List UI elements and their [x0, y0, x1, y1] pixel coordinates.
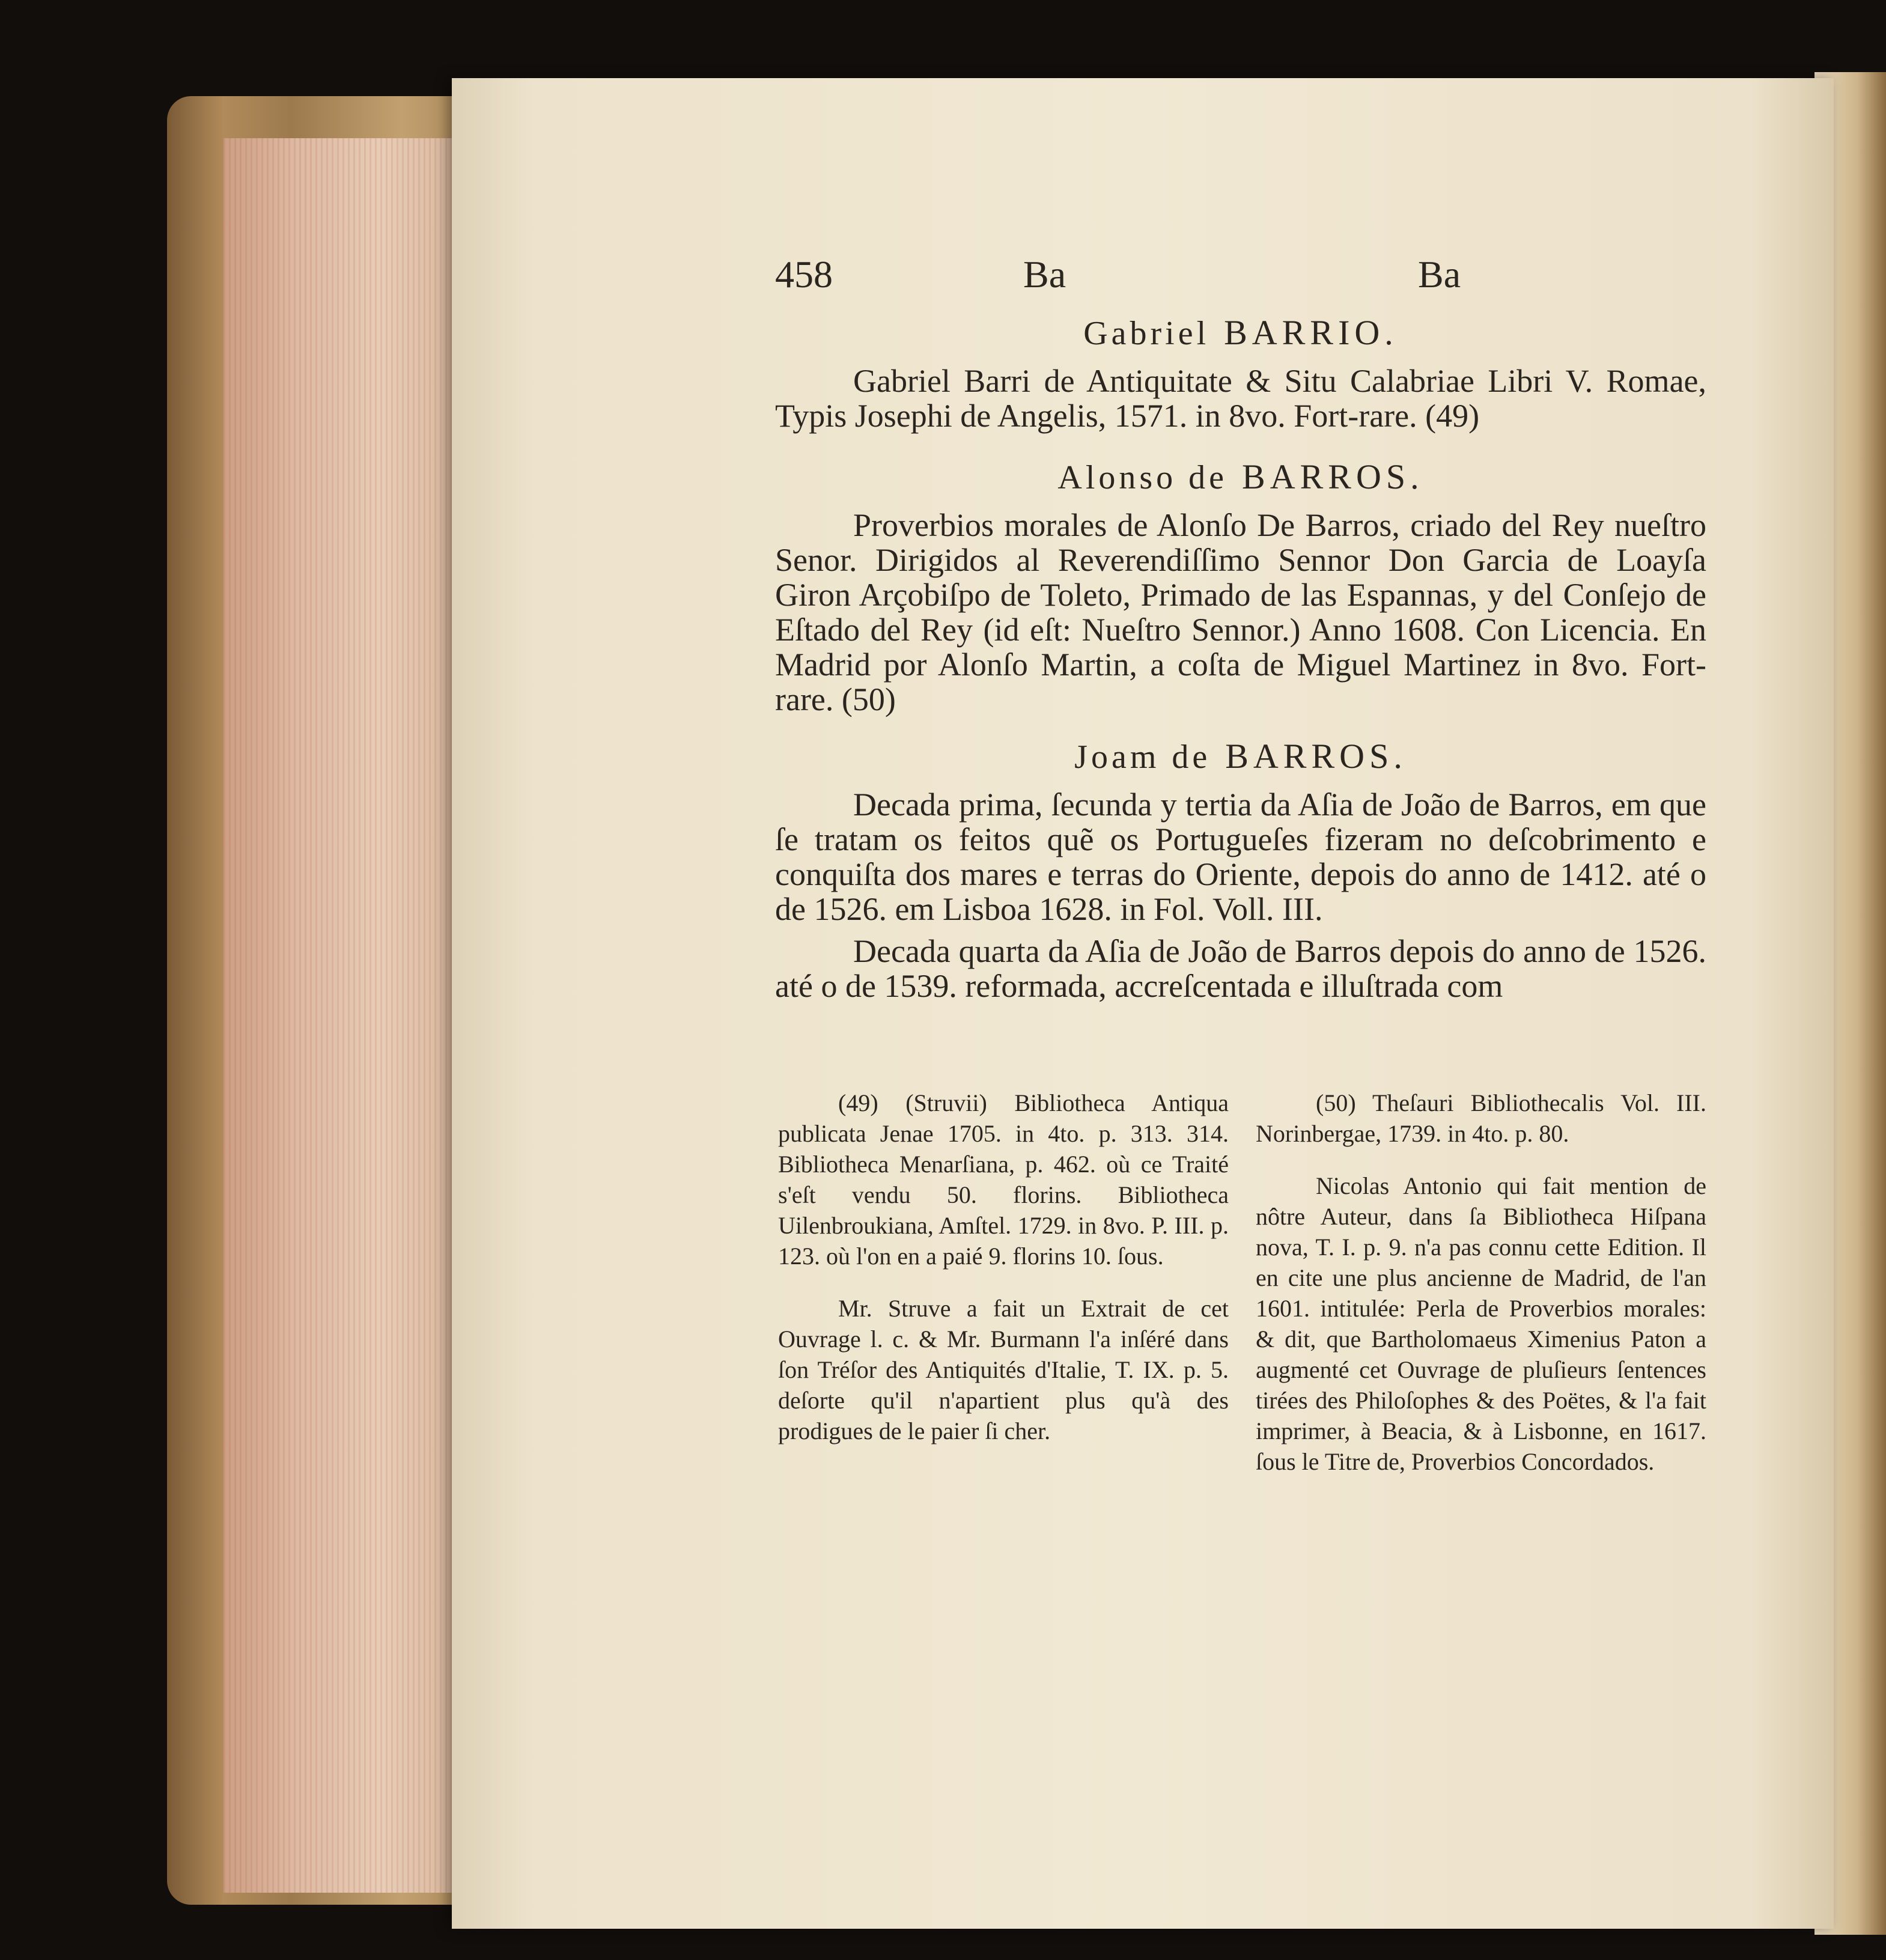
entry-alonso-de-barros: [775, 457, 1706, 717]
entry-paragraph: Decada quarta da Aſia de João de Barros depois do anno de 1526. até o de 1539. reformada, accreſcentada e illuſtrada com: [775, 933, 1706, 1004]
footnote-49: (49) (Struvii) Bibliotheca Antiqua publicata Jenae 1705. in 4to. p. 313. 314. Bibliotheca Menarſiana, p. 462. où ce Traité s'eſt vendu 50. florins. Bibliotheca Uilenbroukiana, Amſtel. 1729. in 8vo. P. III. p. 123. où l'on en a paié 9. florins 10. ſous.: [778, 1089, 1229, 1270]
entry-surname: BARROS.: [1225, 737, 1407, 776]
entry-surname: BARROS.: [1242, 457, 1424, 496]
entry-heading: [775, 315, 1706, 350]
entry-joam-de-barros: [775, 739, 1706, 1003]
entry-paragraph: Proverbios morales de Alonſo De Barros, criado del Rey nueſtro Senor. Dirigidos al Reverendiſſimo Sennor Don Garcia de Loayſa Giron Arçobiſpo de Toleto, Primado de las Espannas, y del Conſejo de Eſtado del Rey (id eſt: Nueſtro Sennor.) Anno 1608. Con Licencia. En Madrid por Alonſo Martin, a coſta de Miguel Martinez in 8vo. Fort-rare. (50): [775, 507, 1706, 717]
entry-forename: Alonso de: [1057, 459, 1228, 496]
entry-paragraph: Gabriel Barri de Antiquitate & Situ Calabriae Libri V. Romae, Typis Josephi de Angelis, 1571. in 8vo. Fort-rare. (49): [775, 363, 1706, 434]
entry-surname: BARRIO.: [1224, 313, 1398, 352]
entry-text: [775, 787, 1706, 1003]
entry-forename: Gabriel: [1083, 315, 1210, 352]
page-edges: [224, 138, 452, 1893]
footnote-50-note: Nicolas Antonio qui fait mention de nôtre Auteur, dans ſa Bibliotheca Hiſpana nova, T. I. p. 9. n'a pas connu cette Edition. Il en cite une plus ancienne de Madrid, de l'an 1601. intitulée: Perla de Proverbios morales: & dit, que Bartholomaeus Ximenius Paton a augmenté cet Ouvrage de pluſieurs ſentences tirées des Philoſophes & des Poëtes, & l'a fait imprimer, à Beacia, & à Lisbonne, en 1617. ſous le Titre de, Proverbios Concordados.: [1256, 1172, 1706, 1475]
header-left-abbrev: Ba: [1023, 253, 1066, 296]
footnote-49-note: Mr. Struve a fait un Extrait de cet Ouvrage l. c. & Mr. Burmann l'a inſéré dans ſon Tréſor des Antiquités d'Italie, T. IX. p. 5. deſorte qu'il n'apartient plus qu'à des prodigues de le paier ſi cher.: [778, 1295, 1229, 1444]
entry-heading: [775, 739, 1706, 774]
entry-text: [775, 508, 1706, 717]
entry-gabriel-barrio: [775, 315, 1706, 433]
footnote-50: (50) Theſauri Bibliothecalis Vol. III. Norinbergae, 1739. in 4to. p. 80.: [1256, 1089, 1706, 1147]
header-right-abbrev: Ba: [1418, 253, 1461, 296]
entry-forename: Joam de: [1074, 738, 1211, 776]
footnotes-left: [778, 1088, 1229, 1446]
page-number: 458: [775, 253, 833, 296]
entry-heading: [775, 457, 1706, 496]
entry-text: [775, 364, 1706, 433]
running-header: [0, 252, 1886, 306]
entry-paragraph: Decada prima, ſecunda y tertia da Aſia de João de Barros, em que ſe tratam os feitos quẽ os Portugueſes fizeram no deſcobrimento e conquiſta dos mares e terras do Oriente, depois do anno de 1412. até o de 1526. em Lisboa 1628. in Fol. Voll. III.: [775, 787, 1706, 927]
footnotes-right: [1256, 1088, 1706, 1477]
